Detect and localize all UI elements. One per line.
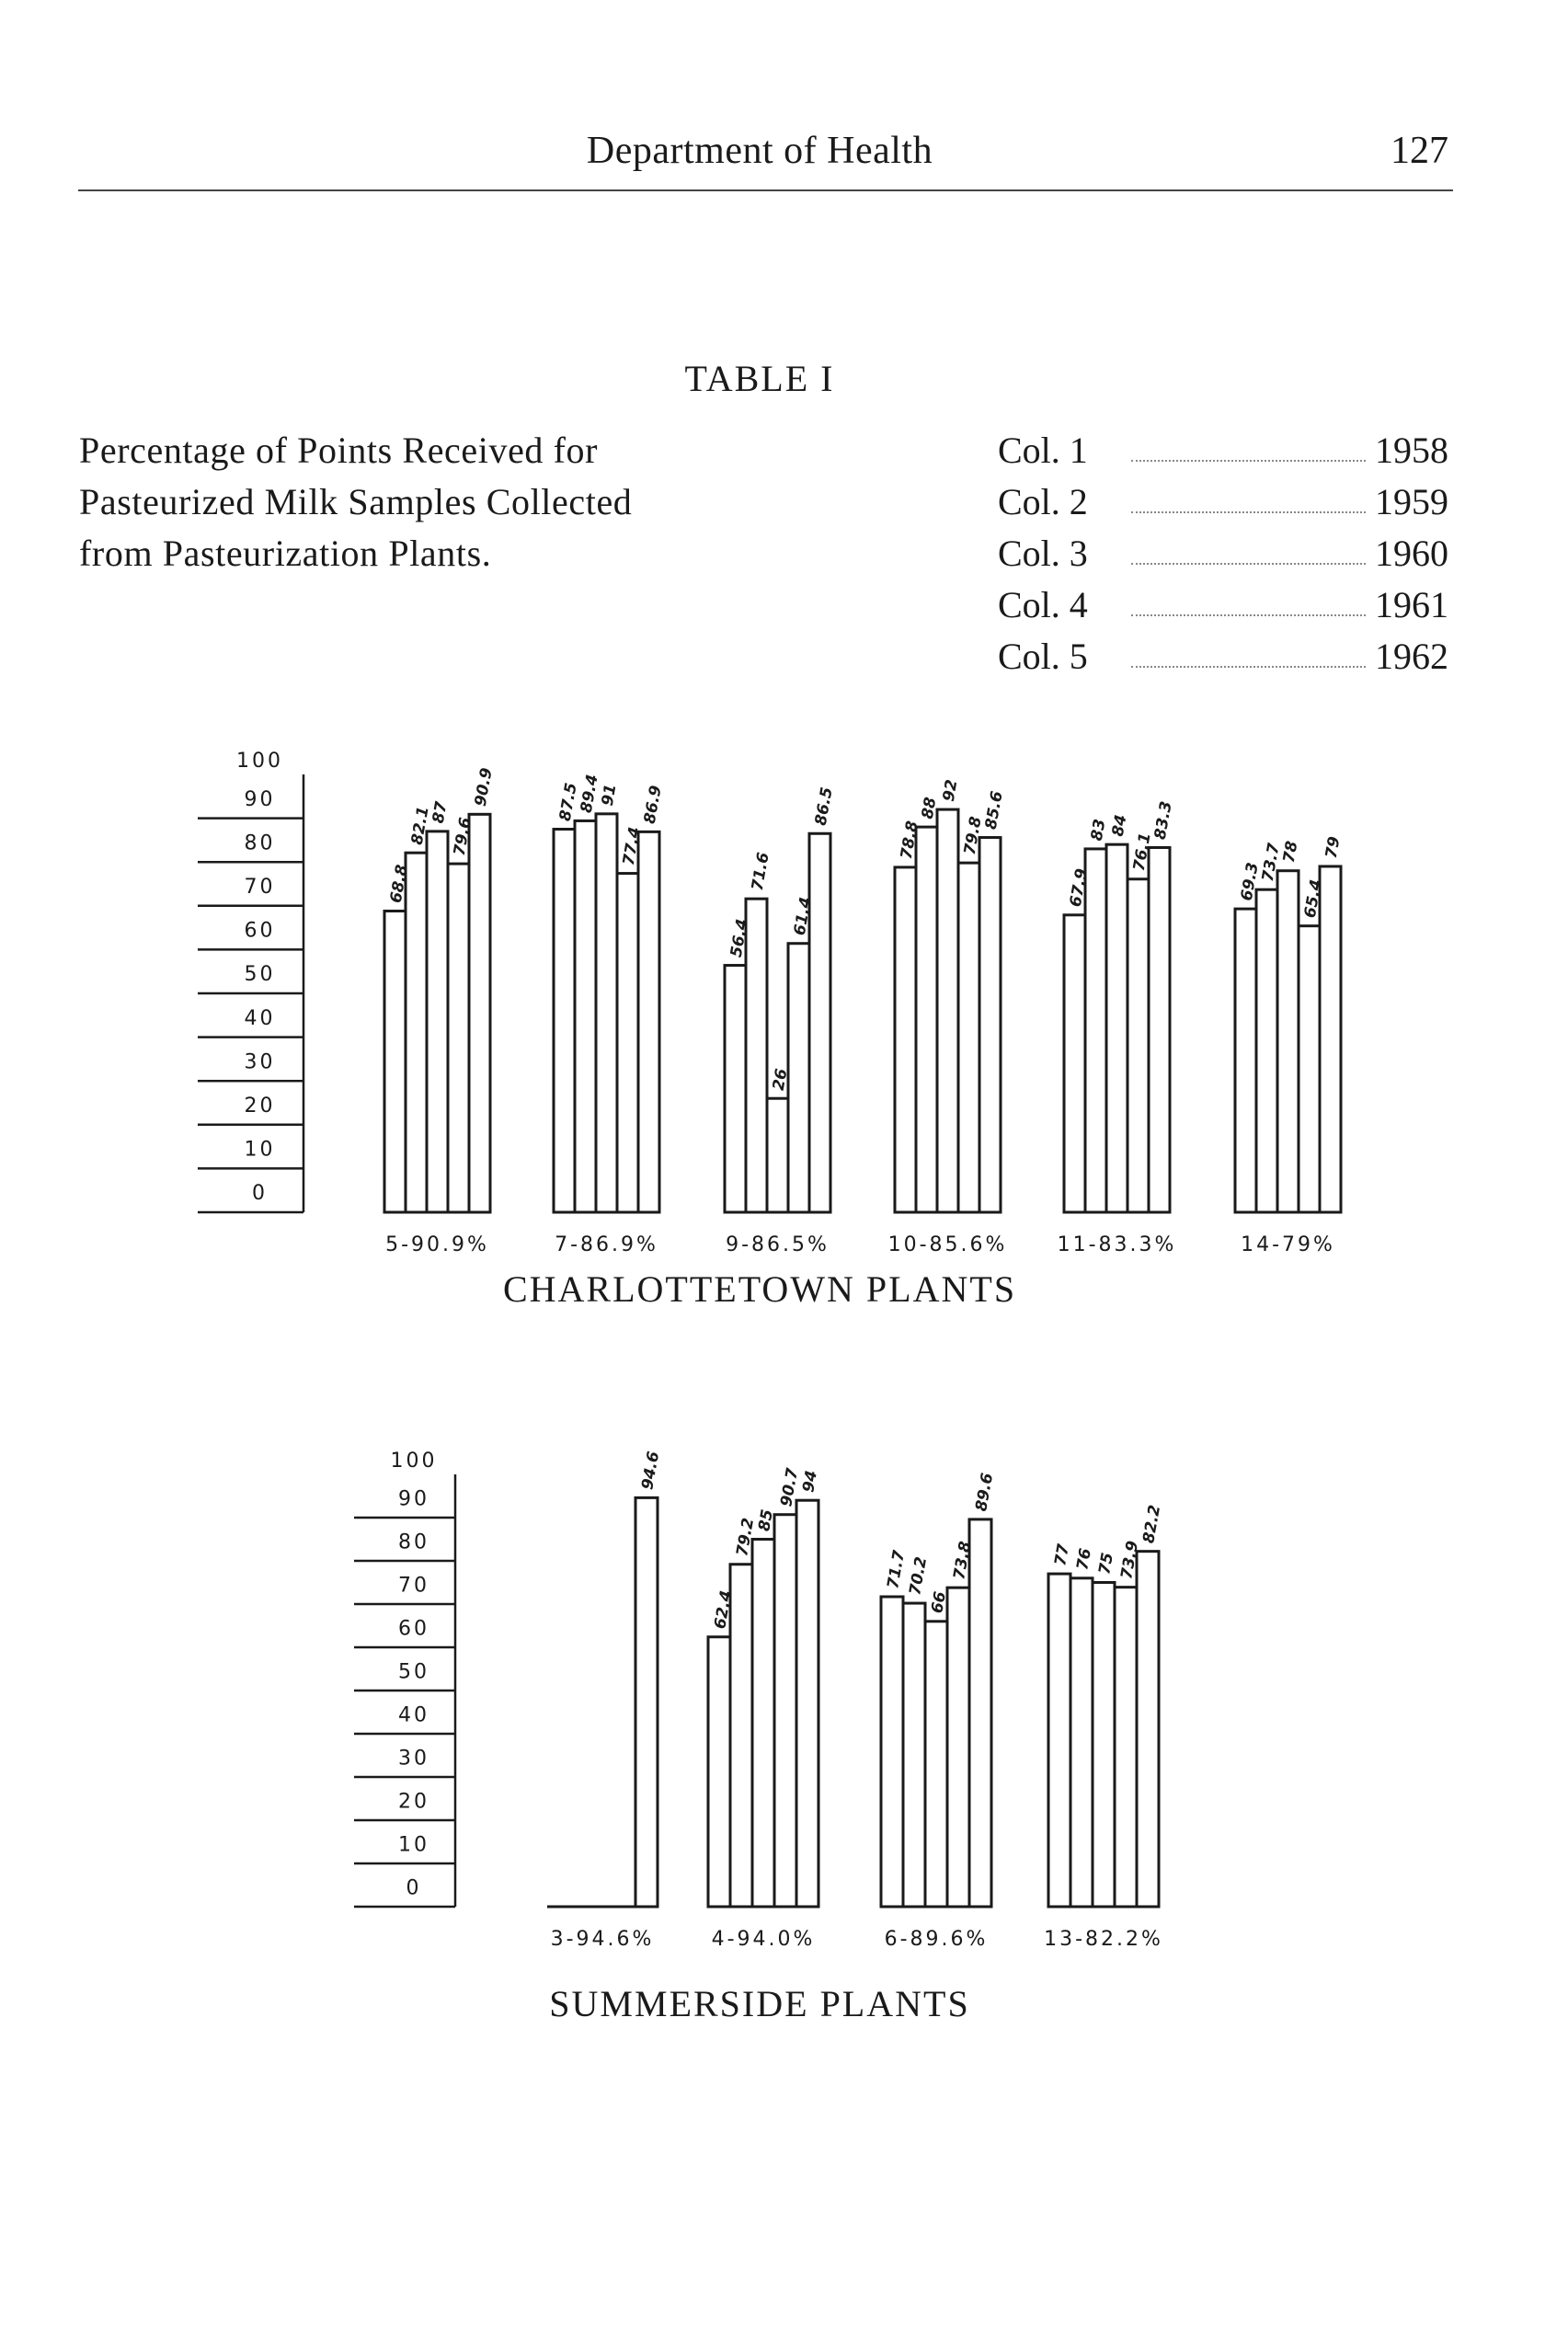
bar-value-label: 71.6	[748, 851, 773, 893]
bar	[596, 814, 617, 1212]
y-tick-label: 100	[390, 1450, 438, 1473]
y-tick-label: 10	[398, 1833, 429, 1857]
bar-value-label: 78.8	[897, 819, 922, 861]
bar-value-label: 94.6	[638, 1450, 664, 1492]
group-label: 3-94.6%	[550, 1928, 655, 1951]
bar-value-label: 68.8	[386, 863, 412, 905]
y-tick-label: 80	[244, 831, 276, 855]
group-label: 9-86.5%	[726, 1233, 830, 1256]
group-label: 13-82.2%	[1044, 1928, 1163, 1951]
bar-value-label: 85	[755, 1507, 778, 1533]
bar	[384, 911, 406, 1212]
bar	[937, 809, 958, 1212]
table-title: TABLE I	[684, 358, 835, 399]
bar	[969, 1519, 991, 1907]
key-row	[998, 425, 1467, 476]
dot-leader	[1131, 563, 1366, 565]
bar	[809, 833, 830, 1212]
key-column: Col. 5	[998, 636, 1088, 677]
key-column: Col. 3	[998, 533, 1088, 574]
bar-value-label: 62.4	[711, 1588, 737, 1631]
bar	[1149, 847, 1170, 1212]
dot-leader	[1131, 460, 1366, 462]
bar-value-label: 83	[1087, 818, 1110, 843]
bar	[1070, 1578, 1093, 1907]
bar-value-label: 61.4	[790, 895, 816, 937]
key-year: 1960	[1375, 533, 1448, 574]
charlottetown-bar-chart	[0, 736, 1568, 1288]
bar	[746, 899, 767, 1212]
bar-value-label: 26	[769, 1067, 792, 1093]
bar	[1127, 879, 1149, 1212]
bar-value-label: 79.8	[960, 815, 986, 857]
bar-value-label: 91	[598, 782, 621, 808]
y-tick-label: 50	[244, 963, 276, 987]
table-caption	[79, 425, 907, 579]
bar-value-label: 92	[939, 778, 962, 803]
bar-value-label: 73.8	[950, 1540, 976, 1582]
y-tick-label: 20	[398, 1790, 429, 1814]
bar	[767, 1098, 788, 1212]
y-tick-label: 90	[244, 787, 276, 811]
bar	[1235, 909, 1256, 1212]
key-column: Col. 4	[998, 584, 1088, 625]
group-label: 7-86.9%	[555, 1233, 658, 1256]
y-tick-label: 40	[244, 1006, 276, 1030]
bar-value-label: 82.1	[407, 805, 433, 847]
y-tick-label: 70	[244, 876, 276, 899]
dot-leader	[1131, 666, 1366, 668]
bar-value-label: 87.5	[555, 781, 581, 823]
bar	[1115, 1588, 1137, 1907]
y-tick-label: 60	[398, 1617, 429, 1641]
group-label: 6-89.6%	[884, 1928, 989, 1951]
bar-value-label: 73.7	[1258, 842, 1284, 884]
bar-value-label: 86.5	[811, 785, 837, 828]
group-label: 10-85.6%	[887, 1233, 1008, 1256]
bar-value-label: 77	[1051, 1542, 1074, 1567]
bar	[1048, 1574, 1070, 1907]
caption-line: Pasteurized Milk Samples Collected	[79, 481, 633, 522]
bar	[1299, 926, 1320, 1212]
y-tick-label: 20	[244, 1095, 276, 1118]
y-tick-label: 0	[406, 1876, 422, 1900]
bar-value-label: 83.3	[1150, 799, 1176, 842]
bar	[925, 1622, 947, 1907]
department-title: Department of Health	[586, 130, 933, 172]
bar	[406, 853, 427, 1212]
key-year: 1962	[1375, 636, 1448, 677]
charlottetown-chart-title: CHARLOTTETOWN PLANTS	[502, 1268, 1017, 1310]
bar-value-label: 56.4	[727, 917, 752, 959]
bar	[575, 820, 596, 1212]
bar-value-label: 69.3	[1237, 861, 1263, 903]
bar	[1064, 915, 1085, 1212]
summerside-chart-title: SUMMERSIDE PLANTS	[549, 1983, 970, 2024]
bar	[796, 1500, 818, 1907]
column-year-key	[998, 425, 1467, 682]
bar-value-label: 90.9	[471, 766, 497, 808]
y-tick-label: 10	[244, 1138, 276, 1162]
bar-value-label: 73.9	[1117, 1539, 1143, 1581]
bar-value-label: 94	[799, 1469, 822, 1495]
bar	[979, 838, 1001, 1212]
bar-value-label: 75	[1095, 1551, 1118, 1576]
bar	[895, 867, 916, 1212]
group-label: 14-79%	[1241, 1233, 1335, 1256]
dot-leader	[1131, 511, 1366, 513]
bar-value-label: 67.9	[1066, 866, 1092, 909]
group-label: 5-90.9%	[385, 1233, 489, 1256]
dot-leader	[1131, 614, 1366, 616]
key-row	[998, 579, 1467, 631]
y-tick-label: 50	[398, 1660, 429, 1684]
bar	[774, 1515, 796, 1907]
bar-value-label: 66	[928, 1589, 951, 1615]
header-rule	[78, 189, 1453, 191]
bar	[730, 1565, 752, 1907]
bar-value-label: 71.7	[884, 1549, 910, 1590]
bar	[725, 966, 746, 1212]
bar	[427, 831, 448, 1212]
y-tick-label: 60	[244, 919, 276, 943]
bar	[1256, 889, 1277, 1212]
y-tick-label: 70	[398, 1574, 429, 1598]
group-label: 4-94.0%	[711, 1928, 816, 1951]
bar-value-label: 76	[1073, 1546, 1096, 1572]
bar	[1093, 1583, 1115, 1908]
caption-line: from Pasteurization Plants.	[79, 533, 492, 574]
bar-value-label: 76.1	[1129, 831, 1155, 873]
bar-value-label: 78	[1279, 839, 1302, 865]
bar-value-label: 87	[429, 799, 452, 825]
bar	[958, 863, 979, 1212]
bar	[638, 831, 659, 1212]
bar	[708, 1637, 730, 1907]
bar	[448, 864, 469, 1212]
key-row	[998, 528, 1467, 579]
bar	[1085, 849, 1106, 1212]
key-row	[998, 631, 1467, 682]
bar	[881, 1597, 903, 1907]
page-number: 127	[1391, 130, 1448, 172]
key-column: Col. 1	[998, 430, 1088, 471]
bar-value-label: 77.4	[619, 825, 645, 867]
key-column: Col. 2	[998, 481, 1088, 522]
bar-value-label: 79.6	[450, 816, 475, 857]
bar	[554, 830, 575, 1213]
bar-value-label: 85.6	[981, 789, 1007, 831]
group-label: 11-83.3%	[1057, 1233, 1177, 1256]
key-year: 1959	[1375, 481, 1448, 522]
key-year: 1961	[1375, 584, 1448, 625]
summerside-bar-chart	[0, 1439, 1568, 1991]
bar-value-label: 88	[918, 796, 941, 820]
bar-value-label: 89.6	[972, 1471, 998, 1513]
y-tick-label: 90	[398, 1487, 429, 1511]
y-tick-label: 0	[252, 1182, 268, 1206]
bar	[903, 1603, 925, 1907]
y-tick-label: 30	[244, 1050, 276, 1074]
bar	[1106, 844, 1127, 1212]
bar	[1320, 866, 1341, 1212]
running-head	[0, 129, 1568, 184]
caption-line: Percentage of Points Received for	[79, 430, 599, 471]
bar-value-label: 79	[1322, 835, 1345, 860]
key-year: 1958	[1375, 430, 1448, 471]
y-tick-label: 100	[236, 750, 283, 773]
key-row	[998, 476, 1467, 528]
bar	[617, 874, 638, 1212]
bar-value-label: 84	[1108, 813, 1131, 839]
bar-value-label: 89.4	[577, 773, 602, 815]
y-tick-label: 80	[398, 1530, 429, 1554]
y-tick-label: 30	[398, 1747, 429, 1771]
bar-value-label: 70.2	[906, 1555, 932, 1597]
bar	[947, 1588, 969, 1907]
y-tick-label: 40	[398, 1703, 429, 1727]
bar	[635, 1497, 658, 1907]
bar	[1277, 871, 1299, 1212]
bar	[1137, 1552, 1159, 1907]
bar-value-label: 82.2	[1139, 1503, 1165, 1545]
bar	[469, 814, 490, 1212]
bar-value-label: 86.9	[640, 784, 666, 826]
bar-value-label: 79.2	[733, 1516, 759, 1558]
bar	[916, 827, 937, 1212]
bar-value-label: 90.7	[777, 1466, 803, 1508]
bar	[788, 944, 809, 1212]
bar-value-label: 65.4	[1300, 877, 1326, 920]
bar	[752, 1540, 774, 1908]
